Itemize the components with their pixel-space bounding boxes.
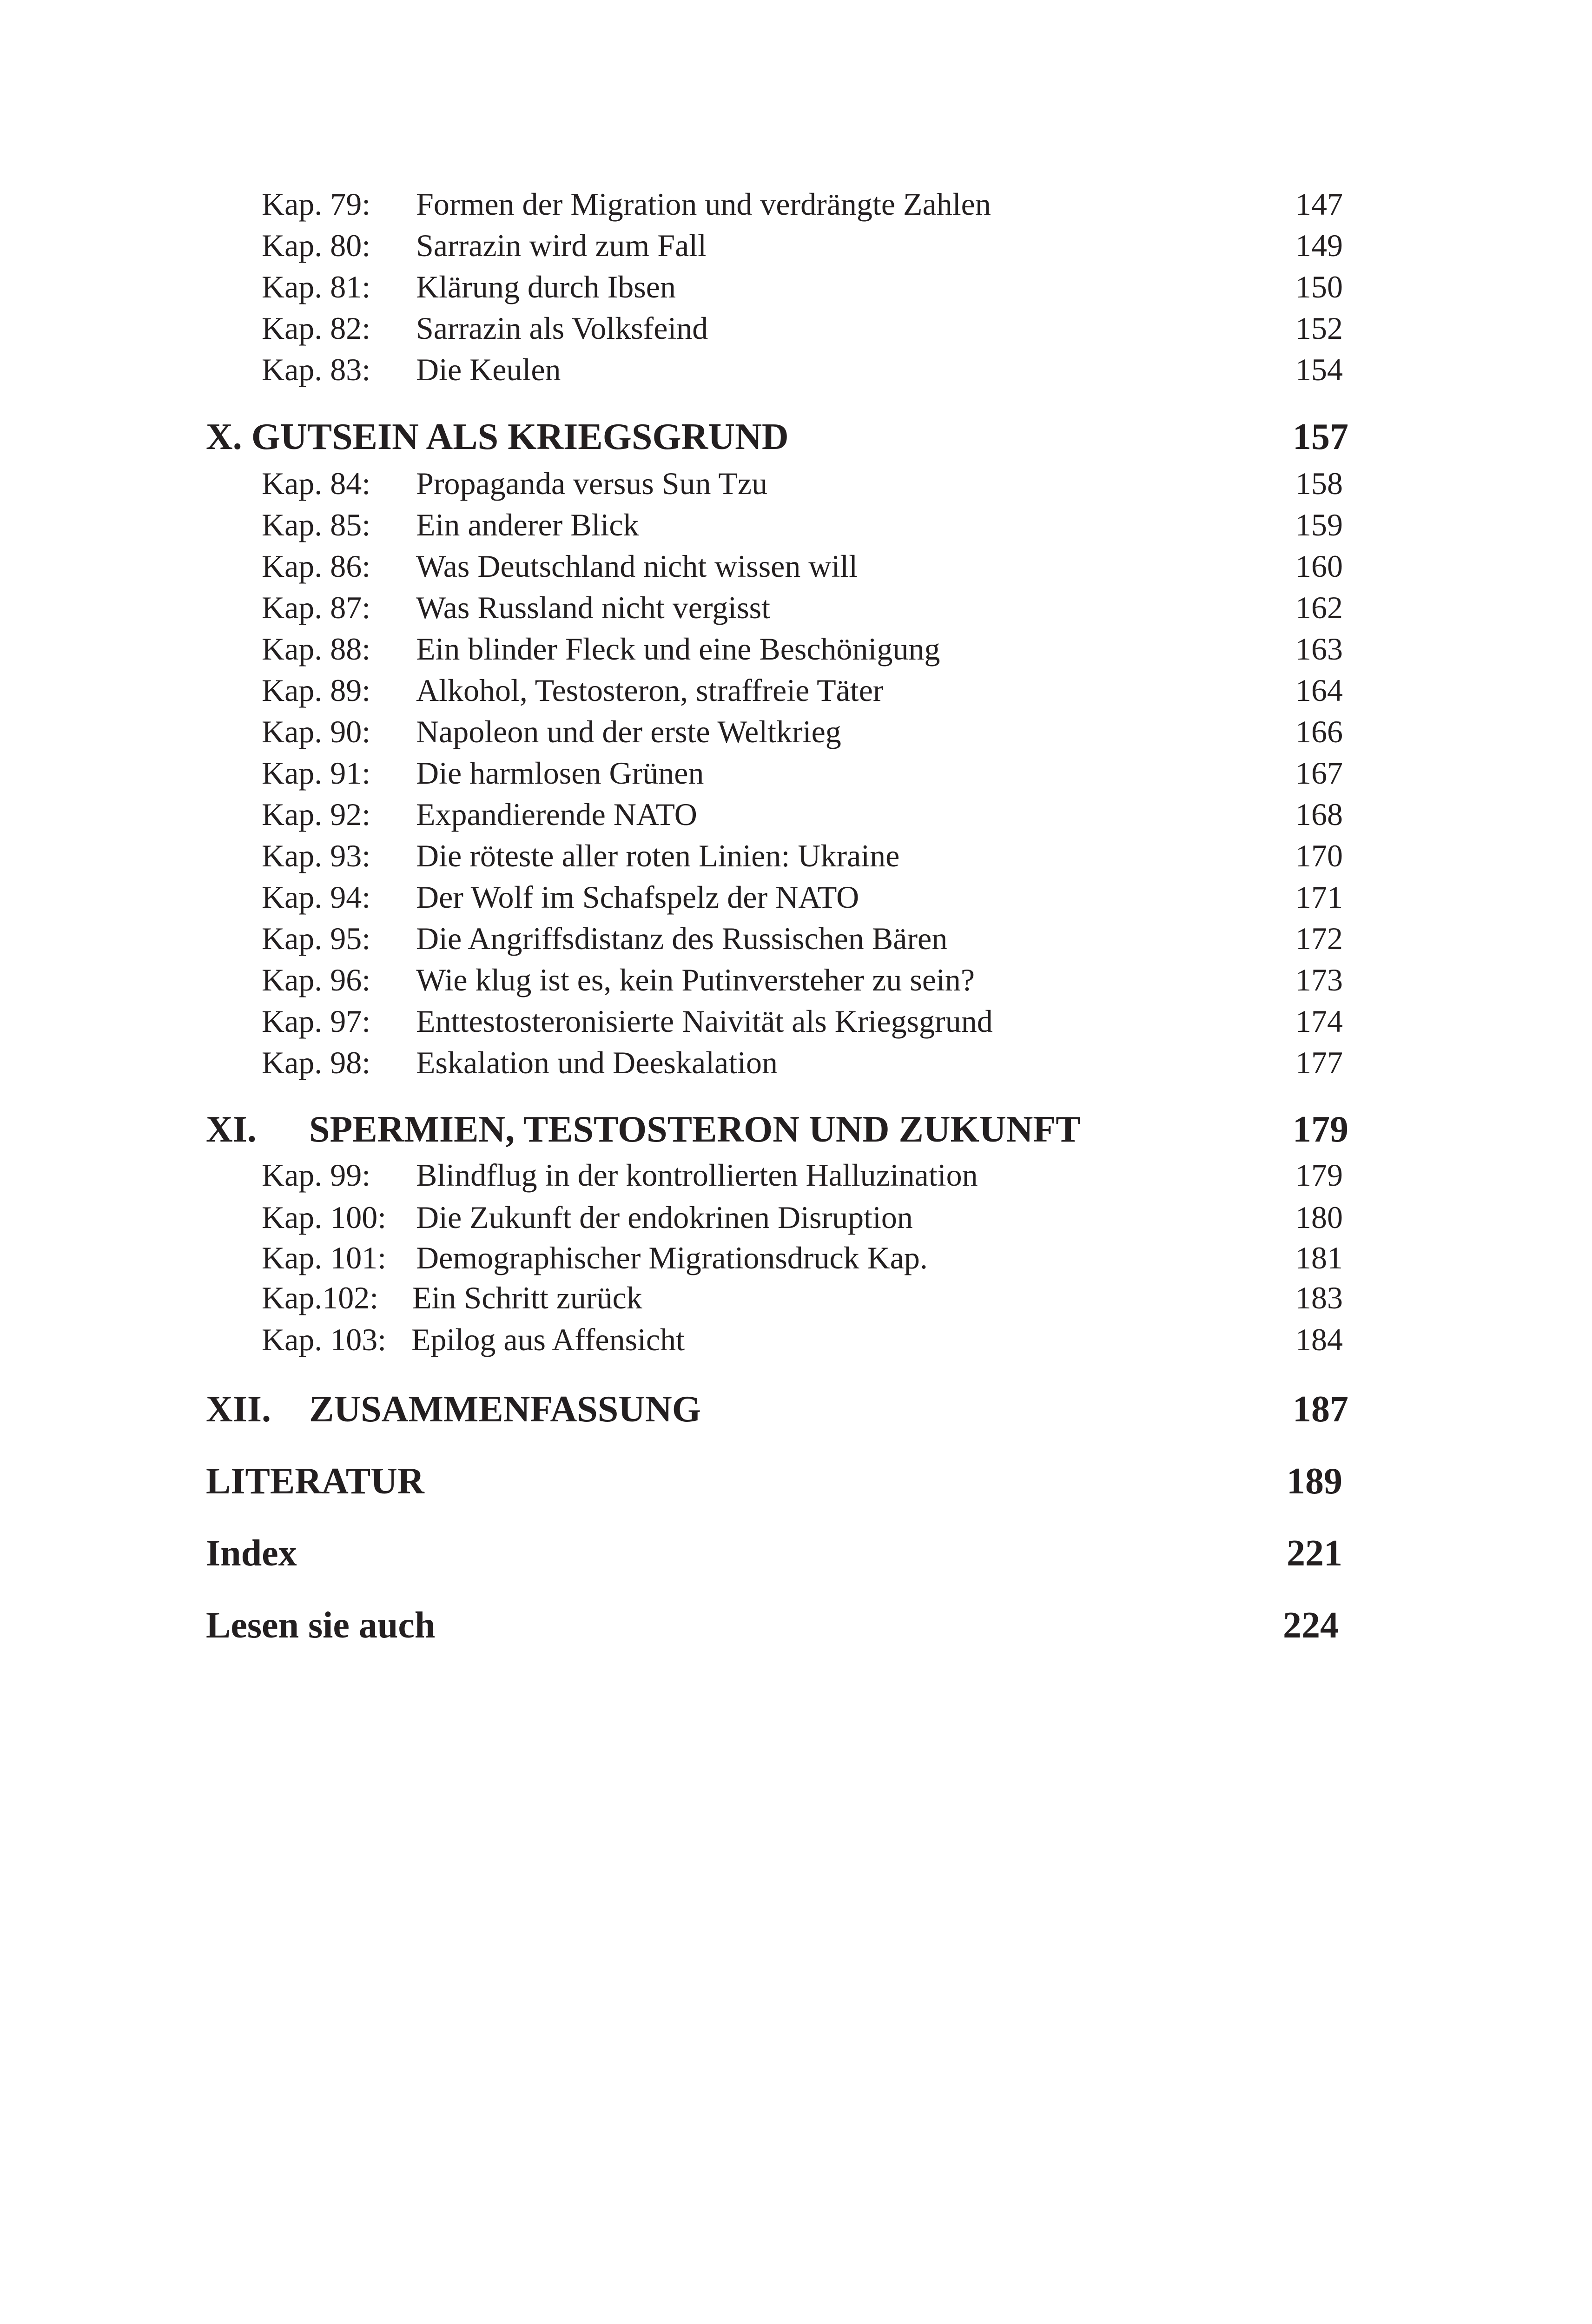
toc-entry-kap-95	[0, 918, 1592, 959]
page-number: 179	[1293, 1109, 1348, 1150]
page-number: 168	[1295, 797, 1343, 832]
chapter-number: Kap. 94:	[262, 879, 371, 915]
toc-section-lesen-sie-auch	[0, 1602, 1592, 1649]
page-number: 170	[1295, 838, 1343, 873]
chapter-number: Kap. 103:	[262, 1322, 387, 1357]
toc-entry-kap-100	[0, 1197, 1592, 1238]
page-number: 179	[1295, 1157, 1343, 1193]
chapter-number: Kap. 90:	[262, 714, 371, 749]
page-number: 152	[1295, 310, 1343, 346]
chapter-number: Kap. 83:	[262, 352, 371, 387]
chapter-number: Kap. 95:	[262, 921, 371, 956]
page-number: 149	[1295, 228, 1343, 263]
page-number: 158	[1295, 466, 1343, 501]
chapter-title: Enttestosteronisierte Naivität als Kriegsgrund	[416, 1004, 993, 1039]
page-number: 167	[1295, 755, 1343, 791]
chapter-title: Ein Schritt zurück	[412, 1280, 642, 1315]
toc-entry-kap-87	[0, 587, 1592, 628]
chapter-number: Kap. 81:	[262, 269, 371, 304]
page-number: 150	[1295, 269, 1343, 304]
toc-entry-kap-91	[0, 753, 1592, 794]
toc-entry-kap-99	[0, 1155, 1592, 1196]
toc-entry-kap-79	[0, 184, 1592, 225]
page-number: 162	[1295, 590, 1343, 625]
page-number: 163	[1295, 631, 1343, 667]
section-title: X. GUTSEIN ALS KRIEGSGRUND	[206, 416, 789, 457]
chapter-title: Sarrazin wird zum Fall	[416, 228, 707, 263]
section-title: SPERMIEN, TESTOSTERON UND ZUKUNFT	[309, 1109, 1081, 1150]
page-number: 160	[1295, 548, 1343, 584]
section-title: Lesen sie auch	[206, 1605, 436, 1646]
page-number: 159	[1295, 507, 1343, 542]
chapter-title: Der Wolf im Schafspelz der NATO	[416, 879, 859, 915]
chapter-title: Die Angriffsdistanz des Russischen Bären	[416, 921, 948, 956]
page-number: 154	[1295, 352, 1343, 387]
chapter-number: Kap. 96:	[262, 962, 371, 997]
page-number: 166	[1295, 714, 1343, 749]
page-number: 147	[1295, 186, 1343, 222]
section-title: ZUSAMMENFASSUNG	[309, 1389, 701, 1430]
toc-section-xii	[0, 1386, 1592, 1433]
chapter-title: Die Keulen	[416, 352, 561, 387]
chapter-number: Kap. 92:	[262, 797, 371, 832]
chapter-title: Die röteste aller roten Linien: Ukraine	[416, 838, 900, 873]
chapter-title: Wie klug ist es, kein Putinversteher zu sein?	[416, 962, 975, 997]
toc-entry-kap-86	[0, 546, 1592, 587]
page-number: 183	[1295, 1280, 1343, 1315]
toc-entry-kap-97	[0, 1001, 1592, 1042]
toc-entry-kap-93	[0, 835, 1592, 877]
chapter-number: Kap. 88:	[262, 631, 371, 667]
toc-entry-kap-84	[0, 463, 1592, 504]
section-title: Index	[206, 1533, 297, 1574]
chapter-number: Kap. 79:	[262, 186, 371, 222]
toc-section-x	[0, 414, 1592, 460]
chapter-number: Kap. 99:	[262, 1157, 371, 1193]
toc-entry-kap-88	[0, 628, 1592, 670]
chapter-number: Kap. 86:	[262, 548, 371, 584]
page-number: 172	[1295, 921, 1343, 956]
toc-entry-kap-89	[0, 670, 1592, 711]
chapter-title: Eskalation und Deeskalation	[416, 1045, 778, 1080]
chapter-title: Was Deutschland nicht wissen will	[416, 548, 858, 584]
page-number: 184	[1295, 1322, 1343, 1357]
toc-entry-kap-80	[0, 225, 1592, 266]
toc-section-literatur	[0, 1458, 1592, 1505]
section-number: XI.	[206, 1109, 257, 1150]
chapter-number: Kap. 85:	[262, 507, 371, 542]
chapter-title: Alkohol, Testosteron, straffreie Täter	[416, 673, 884, 708]
chapter-number: Kap. 82:	[262, 310, 371, 346]
toc-entry-kap-96	[0, 959, 1592, 1001]
page-number: 187	[1293, 1389, 1348, 1430]
page-number: 224	[1283, 1605, 1339, 1646]
toc-entry-kap-92	[0, 794, 1592, 835]
chapter-title: Propaganda versus Sun Tzu	[416, 466, 768, 501]
page-number: 164	[1295, 673, 1343, 708]
page-number: 189	[1287, 1461, 1342, 1502]
chapter-number: Kap. 91:	[262, 755, 371, 791]
page-number: 157	[1293, 416, 1348, 457]
toc-entry-kap-82	[0, 308, 1592, 349]
toc-entry-kap-81	[0, 266, 1592, 308]
page-number: 174	[1295, 1004, 1343, 1039]
page-number: 173	[1295, 962, 1343, 997]
chapter-title: Die harmlosen Grünen	[416, 755, 704, 791]
page-number: 171	[1295, 879, 1343, 915]
section-number: XII.	[206, 1389, 271, 1430]
chapter-title: Demographischer Migrationsdruck Kap.	[416, 1240, 928, 1275]
chapter-title: Blindflug in der kontrollierten Halluzination	[416, 1157, 978, 1193]
page-number: 221	[1287, 1533, 1342, 1574]
chapter-number: Kap. 84:	[262, 466, 371, 501]
toc-section-xi	[0, 1106, 1592, 1153]
chapter-title: Ein blinder Fleck und eine Beschönigung	[416, 631, 940, 667]
toc-entry-kap-101	[0, 1237, 1592, 1279]
chapter-number: Kap.102:	[262, 1280, 379, 1315]
chapter-title: Klärung durch Ibsen	[416, 269, 676, 304]
toc-entry-kap-94	[0, 877, 1592, 918]
page-number: 180	[1295, 1200, 1343, 1235]
chapter-number: Kap. 80:	[262, 228, 371, 263]
chapter-number: Kap. 98:	[262, 1045, 371, 1080]
toc-entry-kap-83	[0, 349, 1592, 390]
chapter-title: Expandierende NATO	[416, 797, 697, 832]
chapter-title: Die Zukunft der endokrinen Disruption	[416, 1200, 913, 1235]
chapter-number: Kap. 101:	[262, 1240, 387, 1275]
chapter-title: Formen der Migration und verdrängte Zahlen	[416, 186, 991, 222]
toc-entry-kap-103	[0, 1319, 1592, 1360]
toc-entry-kap-85	[0, 504, 1592, 546]
page-number: 181	[1295, 1240, 1343, 1275]
toc-entry-kap-98	[0, 1042, 1592, 1083]
chapter-title: Sarrazin als Volksfeind	[416, 310, 708, 346]
page-number: 177	[1295, 1045, 1343, 1080]
toc-section-index	[0, 1530, 1592, 1577]
toc-entry-kap-90	[0, 711, 1592, 753]
chapter-number: Kap. 87:	[262, 590, 371, 625]
chapter-title: Ein anderer Blick	[416, 507, 639, 542]
chapter-number: Kap. 93:	[262, 838, 371, 873]
chapter-number: Kap. 100:	[262, 1200, 387, 1235]
chapter-number: Kap. 89:	[262, 673, 371, 708]
chapter-number: Kap. 97:	[262, 1004, 371, 1039]
section-title: LITERATUR	[206, 1461, 424, 1502]
chapter-title: Was Russland nicht vergisst	[416, 590, 771, 625]
chapter-title: Epilog aus Affensicht	[411, 1322, 685, 1357]
toc-entry-kap-102	[0, 1277, 1592, 1319]
chapter-title: Napoleon und der erste Weltkrieg	[416, 714, 841, 749]
